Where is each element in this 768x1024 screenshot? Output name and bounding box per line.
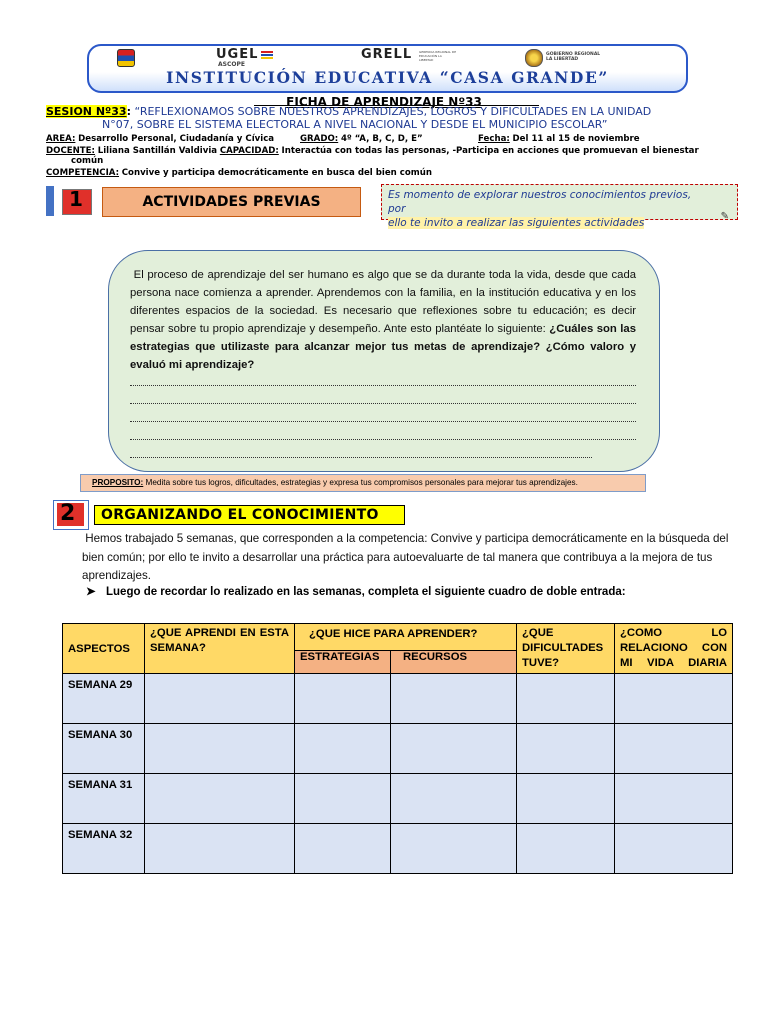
badge-blue-bar [46,186,54,216]
pencil-icon: ✎ [720,211,729,222]
explore-text [388,188,710,230]
header-estrategias: ESTRATEGIAS [295,651,391,674]
cell-aprendi[interactable] [145,674,295,724]
section-1-title: ACTIVIDADES PREVIAS [102,187,361,217]
row-label: SEMANA 31 [63,774,145,824]
table-row [63,824,733,874]
header-hice: ¿QUE HICE PARA APRENDER? [295,624,517,651]
cell-recursos[interactable] [391,774,517,824]
cell-recursos[interactable] [391,724,517,774]
session-colon: : [126,105,131,118]
ugel-bars-icon [261,51,273,61]
session-title-line2: N°07, SOBRE EL SISTEMA ELECTORAL A NIVEL NACIONAL Y DESDE EL MUNICIPIO ESCOLAR” [102,117,608,131]
session-title-line1: “REFLEXIONAMOS SOBRE NUESTROS APRENDIZAJES, LOGROS Y DIFICULTADES EN LA UNIDAD [134,105,652,118]
explore-text-line2: ello te invito a realizar las siguientes actividades [388,217,645,229]
explore-callout [381,184,738,229]
header-aprendi [145,624,295,674]
fecha-block [478,134,640,145]
arrow-bullet-icon: ➤ [86,586,96,598]
table-row [63,724,733,774]
cell-relaciono[interactable] [615,674,733,724]
section-2-number: 2 [60,501,76,526]
cell-relaciono[interactable] [615,824,733,874]
cell-dificultades[interactable] [517,774,615,824]
instruction-text: Luego de recordar lo realizado en las semanas, completa el siguiente cuadro de doble entrada: [106,586,626,598]
logo-strip [89,49,686,67]
proposito-label: PROPOSITO: [92,478,144,487]
area-value: Desarrollo Personal, Ciudadanía y Cívica [78,134,275,144]
area-row [46,134,640,145]
grado-value: 4º “A, B, C, D, E” [340,134,423,144]
cell-estrategias[interactable] [295,774,391,824]
capacidad-value: Interactúa con todas las personas, -Participa en acciones que promuevan el bienestar [281,146,699,156]
cell-aprendi[interactable] [145,774,295,824]
cell-recursos[interactable] [391,674,517,724]
grado-block [300,134,423,145]
answer-line-3[interactable] [130,421,636,422]
header-relaciono [615,624,733,674]
answer-line-1[interactable] [130,385,636,386]
header-recursos: RECURSOS [391,651,517,674]
docente-row [46,146,699,157]
area-label: AREA: [46,134,76,144]
cell-recursos[interactable] [391,824,517,874]
capacidad-value-2: común [71,156,104,166]
cell-estrategias[interactable] [295,674,391,724]
grell-logo: GRELL [361,47,413,62]
ugel-sub-text: ASCOPE [218,61,245,68]
capacidad-label: CAPACIDAD: [219,146,279,156]
cell-dificultades[interactable] [517,724,615,774]
reading-text [130,266,636,374]
proposito-bar [80,474,646,492]
regional-seal-icon [525,49,543,67]
row-label: SEMANA 29 [63,674,145,724]
competencia-value: Convive y participa democráticamente en busca del bien común [121,168,432,178]
section-2-number-badge [53,500,89,530]
fecha-label: Fecha: [478,134,510,144]
section-2-intro [82,530,744,586]
session-block [46,106,736,131]
ficha-title: FICHA DE APRENDIZAJE Nº33 [286,95,482,109]
fecha-value: Del 11 al 15 de noviembre [512,134,640,144]
competencia-row [46,168,432,179]
header-aspectos: ASPECTOS [63,624,145,674]
ugel-logo: UGEL [216,47,259,62]
session-label: SESION Nº33 [46,105,127,118]
section-2-title: ORGANIZANDO EL CONOCIMIENTO [94,505,405,525]
explore-text-line1: Es momento de explorar nuestros conocimientos previos, por [388,189,692,215]
row-label: SEMANA 30 [63,724,145,774]
grell-sub-text: GERENCIA REGIONAL DE EDUCACIÓN LA LIBERTAD [419,50,457,62]
cell-estrategias[interactable] [295,724,391,774]
docente-label: DOCENTE: [46,146,95,156]
cell-estrategias[interactable] [295,824,391,874]
header-relaciono-text: ¿COMO LO RELACIONO CON MI VIDA DIARIA [620,627,728,669]
answer-line-4[interactable] [130,439,636,440]
cell-dificultades[interactable] [517,824,615,874]
table-row [63,774,733,824]
header-aprendi-text: ¿QUE APRENDI EN ESTA SEMANA? [150,627,289,654]
header-dificultades: ¿QUE DIFICULTADES TUVE? [517,624,615,674]
docente-value: Liliana Santillán Valdivia [97,146,218,156]
gobierno-regional-text: GOBIERNO REGIONAL LA LIBERTAD [546,52,601,62]
section-1-number: 1 [69,187,83,211]
table-row [63,674,733,724]
capacidad-continuation [71,156,103,167]
instruction-bullet [86,584,626,598]
reflection-question: ¿Cuáles son las estrategias que utilizaste para alcanzar mejor tus metas de aprendizaje? ¿Cómo valoro y evaluó mi aprendizaje? [130,323,637,371]
answer-line-5[interactable] [130,457,592,458]
row-label: SEMANA 32 [63,824,145,874]
self-assessment-table [62,623,733,874]
cell-aprendi[interactable] [145,724,295,774]
proposito-text: Medita sobre tus logros, dificultades, estrategias y expresa tus compromisos personales para mejorar tus aprendizajes. [145,478,578,487]
cell-relaciono[interactable] [615,774,733,824]
cell-relaciono[interactable] [615,724,733,774]
grado-label: GRADO: [300,134,339,144]
competencia-label: COMPETENCIA: [46,168,120,178]
reading-paragraph: El proceso de aprendizaje del ser humano es algo que se da durante toda la vida, desde que cada persona nace comienza a aprender. Aprendemos con la familia, en la institución educativa y en los diferentes espacios de la sociedad. Es necesario que reflexiones sobre tu educación; es decir pensar sobre tu propio aprendizaje y desempeño. Ante esto plantéate lo siguiente: [130,269,637,335]
institution-title: INSTITUCIÓN EDUCATIVA “CASA GRANDE” [166,68,609,87]
institution-banner [87,44,688,93]
answer-line-2[interactable] [130,403,636,404]
cell-aprendi[interactable] [145,824,295,874]
cell-dificultades[interactable] [517,674,615,724]
school-crest-icon [117,49,135,67]
section-1-number-badge [46,186,96,216]
section-2-intro-text: Hemos trabajado 5 semanas, que corresponden a la competencia: Convive y participa democráticamente en la búsqueda del bien común; por ello te invito a desarrollar una práctica para autoevaluarte de tal manera que contribuya a la mejora de tus aprendizajes. [82,532,729,582]
